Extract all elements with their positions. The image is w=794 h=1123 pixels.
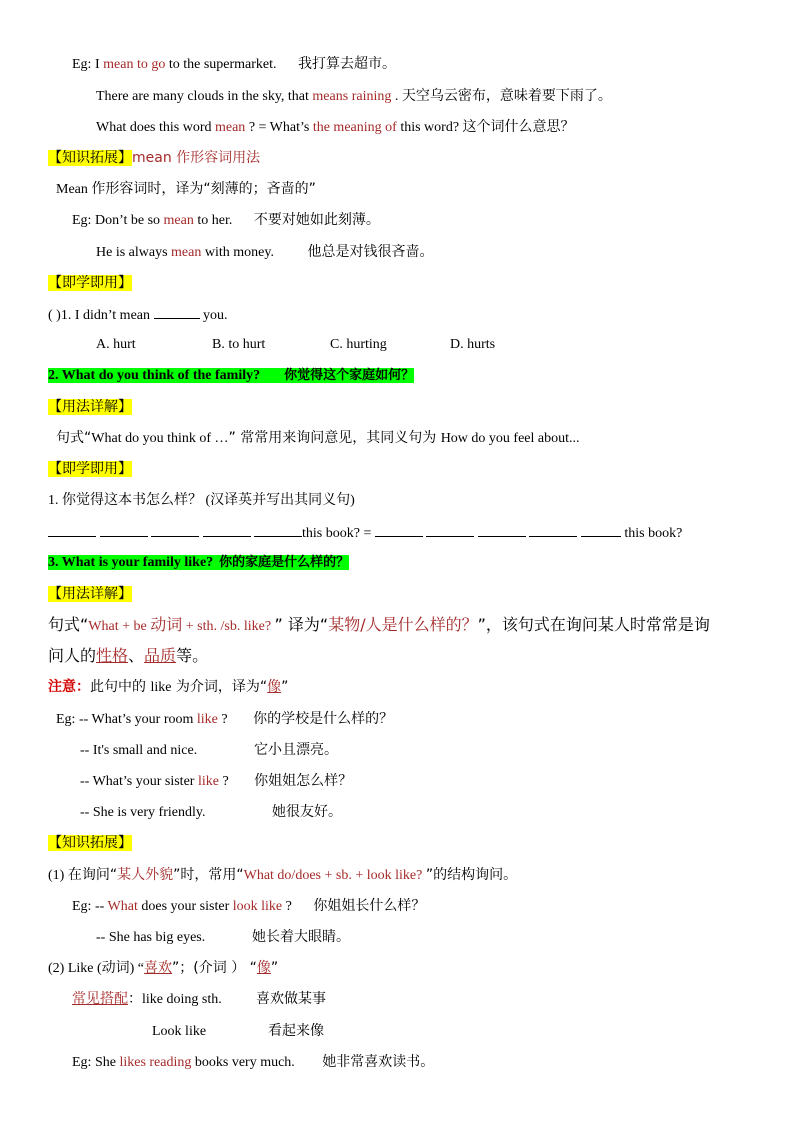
example-line: Eg: -- What’s your room like ? 你的学校是什么样的？ [56, 711, 394, 727]
example-line: What does this word mean ? = What’s the meaning of this word? 这个词什么意思？ [96, 119, 575, 135]
usage-tag: 【用法详解】 [48, 399, 132, 415]
answer-blank[interactable] [203, 522, 251, 537]
description: Mean 作形容词时，译为“刻薄的；吝啬的” [56, 181, 316, 197]
example-line: Eg: She likes reading books very much. 她非常喜欢读书。 [72, 1054, 435, 1070]
point: (2) Like (动词) “喜欢”；(介词 ） “像” [48, 960, 279, 976]
answer-blank[interactable] [478, 522, 526, 537]
usage-tag: 【用法详解】 [48, 586, 132, 602]
answer-line: this book? = this book? [48, 522, 682, 544]
collocation-line: 常见搭配：like doing sth. 喜欢做某事 [72, 991, 326, 1007]
answer-blank[interactable] [254, 522, 302, 537]
question: 1. 你觉得这本书怎么样？ (汉译英并写出其同义句) [48, 492, 355, 508]
section-heading: 3. What is your family like? 你的家庭是什么样的？ [48, 555, 350, 570]
knowledge-extension-tag: 【知识拓展】 [48, 150, 132, 166]
collocation-label: 常见搭配 [72, 991, 128, 1007]
practice-tag: 【即学即用】 [48, 275, 132, 291]
example-line: -- She has big eyes. 她长着大眼睛。 [96, 929, 350, 945]
answer-blank[interactable] [426, 522, 474, 537]
point: (1) 在询问“某人外貌”时，常用“What do/does + sb. + look like? ”的结构询问。 [48, 867, 518, 883]
answer-blank[interactable] [375, 522, 423, 537]
example-line: -- What’s your sister like ? 你姐姐怎么样？ [80, 773, 353, 789]
knowledge-extension-tag: 【知识拓展】 [48, 835, 132, 851]
section-tag-line [48, 833, 132, 854]
answer-blank[interactable] [151, 522, 199, 537]
example-line: He is always mean with money. 他总是对钱很吝啬。 [96, 244, 434, 260]
example-line: Eg: -- What does your sister look like ? 你姐姐长什么样？ [72, 898, 426, 914]
note-label: 注意： [48, 679, 90, 695]
answer-blank[interactable] [154, 304, 200, 319]
answer-blank[interactable] [581, 522, 621, 537]
option-d: D. hurts [450, 337, 496, 352]
option-a: A. hurt [96, 337, 136, 352]
description: 句式“What do you think of …” 常常用来询问意见，其同义句为 How do you feel about... [56, 430, 580, 446]
description: 句式“What + be 动词 + sth. /sb. like? ” 译为“某物/人是什么样的？”，该句式在询问某人时常常是询 [48, 615, 710, 634]
example-line: -- She is very friendly. 她很友好。 [80, 804, 342, 820]
question: ( )1. I didn’t mean you. [48, 304, 228, 326]
section-heading: 2. What do you think of the family? 你觉得这个家庭如何？ [48, 368, 415, 383]
example-line: Eg: Don’t be so mean to her. 不要对她如此刻薄。 [72, 212, 380, 228]
option-b: B. to hurt [212, 337, 266, 352]
note: 注意：此句中的 like 为介词，译为“像” [48, 679, 289, 695]
example-line: There are many clouds in the sky, that means raining . 天空乌云密布，意味着要下雨了。 [96, 88, 612, 104]
example-line: -- It's small and nice. 它小且漂亮。 [80, 742, 338, 758]
answer-blank[interactable] [100, 522, 148, 537]
section-tag-line [48, 148, 260, 169]
section-tag-line [48, 459, 132, 480]
options [96, 335, 495, 355]
answer-blank[interactable] [48, 522, 96, 537]
collocation-line: Look like 看起来像 [152, 1023, 324, 1039]
section-title: mean 作形容词用法 [132, 150, 261, 166]
answer-blank[interactable] [529, 522, 577, 537]
example-line: Eg: I mean to go to the supermarket. 我打算去超市。 [72, 56, 397, 72]
practice-tag: 【即学即用】 [48, 461, 132, 477]
section-tag-line [48, 397, 132, 418]
section-tag-line [48, 584, 132, 605]
option-c: C. hurting [330, 337, 387, 352]
description: 问人的性格、品质等。 [48, 646, 209, 665]
section-tag-line [48, 273, 132, 294]
